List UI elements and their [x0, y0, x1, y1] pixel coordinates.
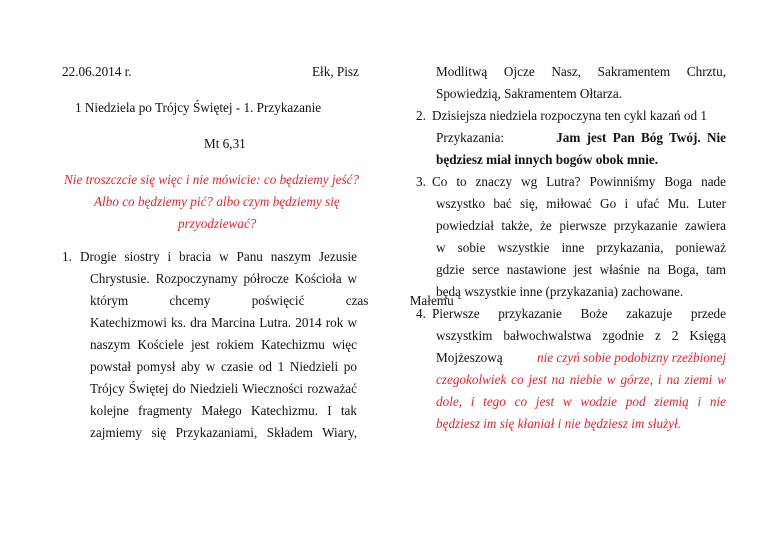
- paragraph-number: 3.: [416, 174, 426, 189]
- paragraph-line: Modlitwą Ojcze Nasz, Sakramentem Chrztu,: [436, 64, 726, 79]
- paragraph-line: naszym Kościele jest rokiem Katechizmu więc: [90, 337, 357, 352]
- date: 22.06.2014 r.: [62, 64, 132, 79]
- paragraph-line: wszystkim bałwochwalstwa zgodnie z 2 Księgą: [436, 328, 726, 343]
- sermon-title: 1 Niedziela po Trójcy Świętej - 1. Przykazanie: [75, 100, 322, 115]
- paragraph-line: Chrystusie. Rozpoczynamy półrocze Kościoła w: [90, 271, 357, 286]
- paragraph-line: będą wszystkie inne (przykazania) zachowane.: [436, 284, 684, 299]
- quote-line: będziesz im się kłaniał i nie będziesz im służył.: [436, 416, 682, 431]
- commandment-line: [436, 129, 726, 147]
- paragraph-line: w sobie wszystkie inne przykazania, ponieważ: [436, 240, 726, 255]
- quote-line: dole, i tego co jest w wodzie pod ziemią i nie: [436, 394, 726, 409]
- paragraph-line: Spowiedzią, Sakramentem Ołtarza.: [436, 86, 623, 101]
- commandment-text: Jam jest Pan Bóg Twój. Nie: [556, 130, 726, 145]
- commandment-text: będziesz miał innych bogów obok mnie.: [436, 152, 659, 167]
- quote-intro: Mojżeszową: [436, 350, 503, 365]
- paragraph-line: wszystko bać się, miłować Go i ufać Mu. Luter: [436, 196, 726, 211]
- quote-line: nie czyń sobie podobizny rzeźbionej: [537, 350, 726, 365]
- paragraph-line: kolejne fragmenty Małego Katechizmu. I tak: [90, 403, 357, 418]
- quote-intro-line: [436, 349, 726, 367]
- verse-reference: Mt 6,31: [204, 136, 246, 151]
- quote-line: przyodziewać?: [178, 216, 257, 231]
- paragraph-line: Pierwsze przykazanie Boże zakazuje przede: [432, 306, 726, 321]
- paragraph-line: Dzisiejsza niedziela rozpoczyna ten cykl kazań od 1: [432, 108, 707, 123]
- paragraph-line: zajmiemy się Przykazaniami, Składem Wiary,: [90, 425, 357, 440]
- paragraph-line: gdzie serce nastawione jest właśnie na Boga, tam: [436, 262, 726, 277]
- quote-line: czegokolwiek co jest na niebie w górze, i na ziemi w: [436, 372, 726, 387]
- paragraph-line: Trójcy Świętej do Niedzieli Wieczności rozważać: [90, 381, 357, 396]
- quote-line: Albo co będziemy pić? albo czym będziemy się: [94, 194, 340, 209]
- paragraph-line: powstał pomysł aby w czasie od 1 Niedzieli po: [90, 359, 357, 374]
- quote-line: Nie troszczcie się więc i nie mówicie: co będziemy jeść?: [64, 172, 360, 187]
- paragraph-line: Co to znaczy wg Lutra? Powinniśmy Boga nade: [432, 174, 726, 189]
- paragraph-number: 4.: [416, 306, 426, 321]
- place: Ełk, Pisz: [312, 64, 359, 79]
- paragraph-line: którym chcemy poświęcić czas Małemu: [90, 293, 454, 308]
- paragraph-number: 1.: [62, 249, 72, 264]
- paragraph-number: 2.: [416, 108, 426, 123]
- paragraph-line: Katechizmowi ks. dra Marcina Lutra. 2014 rok w: [90, 315, 357, 330]
- paragraph-line: Drogie siostry i bracia w Panu naszym Jezusie: [80, 249, 357, 264]
- commandment-label: Przykazania:: [436, 130, 505, 145]
- paragraph-line: powiedział także, że pierwsze przykazanie zawiera: [436, 218, 726, 233]
